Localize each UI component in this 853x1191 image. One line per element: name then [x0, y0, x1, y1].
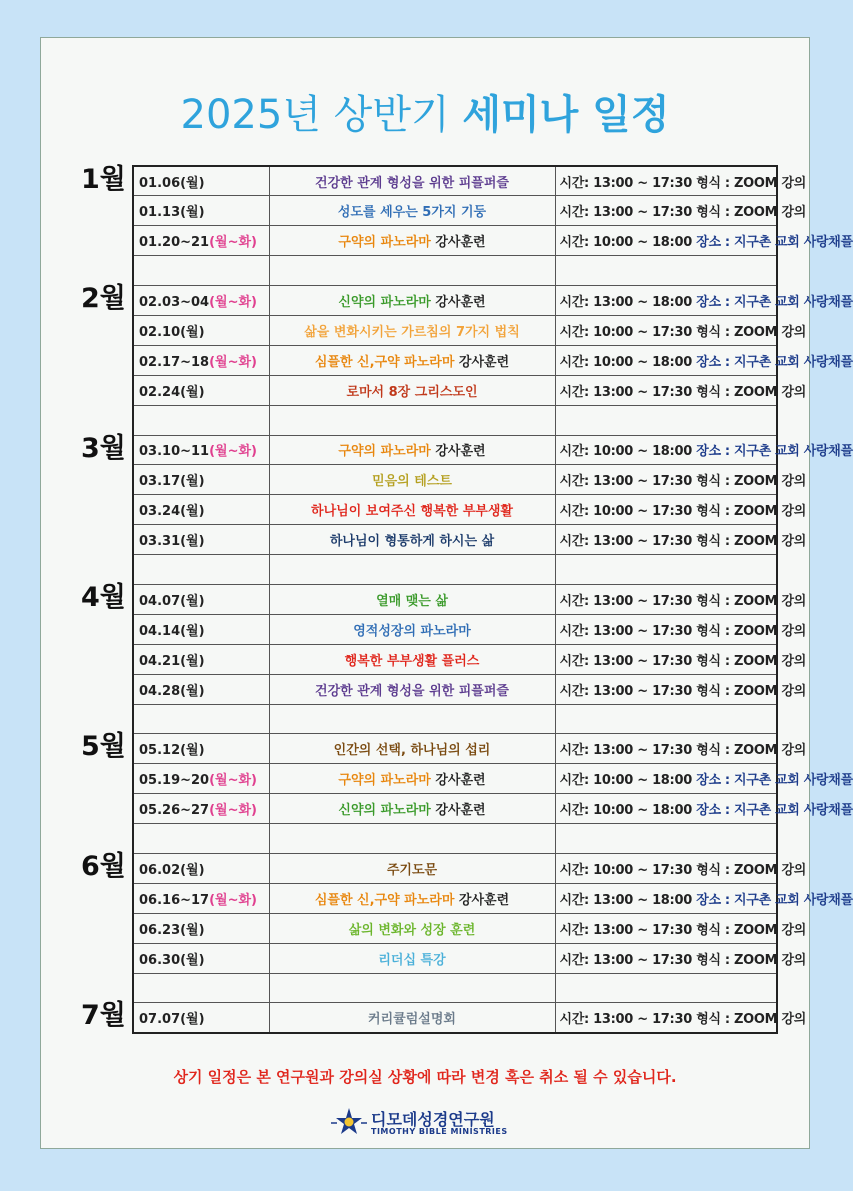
seminar-title-segment: 강사훈련 [430, 773, 486, 789]
ministry-logo [331, 1106, 531, 1140]
schedule-table-body [133, 166, 853, 1033]
date-text: 02.10(월) [139, 324, 205, 340]
date-cell [133, 435, 269, 465]
time-text: 시간: 10:00 ~ 18:00 [559, 773, 692, 789]
seminar-title-segment: 강사훈련 [430, 295, 486, 310]
seminar-title-cell [269, 764, 555, 794]
date-cell [133, 644, 269, 674]
time-text: 시간: 13:00 ~ 17:30 [559, 952, 692, 968]
date-cell [133, 674, 269, 704]
format-text: 형식 : ZOOM 강의 [696, 205, 807, 221]
time-format-cell [555, 734, 807, 764]
seminar-title-segment: 강사훈련 [430, 235, 486, 251]
venue-text: 장소 : 지구촌 교회 사랑채플 [696, 235, 853, 251]
date-cell [133, 555, 269, 585]
seminar-title-cell [269, 973, 555, 1003]
time-format-cell [555, 435, 853, 465]
seminar-title-segment: 구약의 파노라마 [338, 444, 431, 460]
seminar-title-segment: 구약의 파노라마 [338, 773, 431, 789]
date-cell [133, 853, 269, 883]
time-text: 시간: 10:00 ~ 18:00 [559, 354, 692, 370]
date-cell [133, 794, 269, 824]
seminar-title-segment: 영적성장의 파노라마 [353, 623, 471, 639]
format-text: 형식 : ZOOM 강의 [696, 534, 807, 550]
schedule-row [133, 196, 777, 226]
time-format-cell [555, 584, 807, 614]
date-text: 06.02(월) [139, 862, 205, 878]
time-format-cell [555, 226, 853, 256]
schedule-sheet [40, 37, 853, 1149]
schedule-row [133, 495, 777, 525]
time-text: 시간: 10:00 ~ 17:30 [559, 862, 692, 878]
date-cell [133, 584, 269, 614]
seminar-title-cell [269, 913, 555, 943]
spacer-row [133, 256, 777, 286]
date-cell [133, 734, 269, 764]
title-bold: 세미나 일정 [462, 92, 670, 138]
schedule-row [133, 315, 777, 345]
schedule-row [133, 1003, 777, 1033]
time-text: 시간: 13:00 ~ 17:30 [559, 593, 692, 609]
schedule-table [132, 165, 853, 1034]
seminar-title-segment: 강사훈련 [430, 803, 486, 819]
format-text: 형식 : ZOOM 강의 [696, 952, 807, 968]
logo-english-name: TIMOTHY BIBLE MINISTRIES [371, 1127, 508, 1136]
schedule-row [133, 614, 777, 644]
date-cell [133, 256, 269, 286]
venue-text: 장소 : 지구촌 교회 사랑채플 [696, 803, 853, 819]
logo-korean-name: 디모데성경연구원 [371, 1110, 495, 1129]
month-label-jul: 7월 [81, 1000, 126, 1031]
date-cell [133, 764, 269, 794]
seminar-title-cell [269, 375, 555, 405]
seminar-title-cell [269, 734, 555, 764]
seminar-title-segment: 삶의 변화와 성장 훈련 [348, 922, 476, 938]
date-cell [133, 1003, 269, 1033]
time-format-cell [555, 405, 777, 435]
date-weekday-range: (월~화) [209, 803, 258, 819]
schedule-row [133, 674, 777, 704]
venue-text: 장소 : 지구촌 교회 사랑채플 [696, 354, 853, 370]
time-text: 시간: 13:00 ~ 17:30 [559, 623, 692, 639]
seminar-title-segment: 성도를 세우는 5가지 기둥 [337, 205, 487, 221]
schedule-row [133, 584, 777, 614]
date-text: 04.14(월) [139, 623, 205, 639]
time-text: 시간: 13:00 ~ 18:00 [559, 295, 692, 310]
time-format-cell [555, 495, 807, 525]
notice-text: 상기 일정은 본 연구원과 강의실 상황에 따라 변경 혹은 취소 될 수 있습니다. [173, 1068, 677, 1086]
seminar-title-cell [269, 644, 555, 674]
spacer-row [133, 704, 777, 734]
title-light: 2025년 상반기 [180, 92, 463, 138]
seminar-title-cell [269, 465, 555, 495]
seminar-title-segment: 삶을 변화시키는 가르침의 7가지 법칙 [304, 324, 520, 340]
seminar-title-cell [269, 166, 555, 196]
format-text: 형식 : ZOOM 강의 [696, 683, 807, 699]
date-text: 03.31(월) [139, 534, 205, 550]
date-text: 05.26~27 [139, 803, 210, 819]
time-format-cell [555, 674, 807, 704]
venue-text: 장소 : 지구촌 교회 사랑채플 [696, 444, 853, 460]
date-cell [133, 465, 269, 495]
schedule-row [133, 465, 777, 495]
seminar-title-cell [269, 614, 555, 644]
time-format-cell [555, 853, 807, 883]
seminar-title-cell [269, 704, 555, 734]
venue-text: 장소 : 지구촌 교회 사랑채플 [696, 892, 853, 908]
time-format-cell [555, 883, 853, 913]
date-text: 04.21(월) [139, 653, 205, 669]
time-format-cell [555, 465, 807, 495]
format-text: 형식 : ZOOM 강의 [696, 653, 807, 669]
schedule-row [133, 345, 777, 375]
format-text: 형식 : ZOOM 강의 [696, 324, 807, 340]
time-text: 시간: 13:00 ~ 17:30 [559, 922, 692, 938]
format-text: 형식 : ZOOM 강의 [696, 922, 807, 938]
time-text: 시간: 13:00 ~ 17:30 [559, 534, 692, 550]
seminar-title-segment: 리더십 특강 [378, 952, 446, 968]
seminar-title-segment: 열매 맺는 삶 [376, 593, 448, 609]
date-text: 04.28(월) [139, 683, 205, 699]
date-cell [133, 943, 269, 973]
seminar-title-segment: 커리큘럼설명회 [368, 1012, 456, 1028]
date-cell [133, 405, 269, 435]
seminar-title-cell [269, 196, 555, 226]
seminar-title-segment: 하나님이 형통하게 하시는 삶 [329, 534, 495, 550]
month-label-jun: 6월 [81, 851, 126, 882]
seminar-title-cell [269, 555, 555, 585]
schedule-row [133, 764, 777, 794]
time-format-cell [555, 166, 807, 196]
seminar-title-segment: 심플한 신,구약 파노라마 [314, 354, 455, 370]
spacer-row [133, 555, 777, 585]
month-label-feb: 2월 [81, 283, 126, 314]
schedule-row [133, 226, 777, 256]
time-text: 시간: 13:00 ~ 17:30 [559, 384, 692, 400]
page-title [41, 90, 809, 140]
seminar-title-segment: 심플한 신,구약 파노라마 [314, 892, 455, 908]
date-weekday-range: (월~화) [209, 773, 258, 789]
seminar-title-cell [269, 525, 555, 555]
format-text: 형식 : ZOOM 강의 [696, 593, 807, 609]
seminar-title-cell [269, 435, 555, 465]
schedule-row [133, 794, 777, 824]
time-text: 시간: 13:00 ~ 17:30 [559, 653, 692, 669]
seminar-title-segment: 하나님이 보여주신 행복한 부부생활 [311, 504, 513, 520]
time-format-cell [555, 764, 853, 794]
time-format-cell [555, 973, 777, 1003]
seminar-title-cell [269, 405, 555, 435]
date-cell [133, 704, 269, 734]
format-text: 형식 : ZOOM 강의 [696, 474, 807, 490]
time-text: 시간: 10:00 ~ 17:30 [559, 324, 692, 340]
date-text: 03.17(월) [139, 474, 205, 490]
time-text: 시간: 13:00 ~ 17:30 [559, 743, 692, 759]
month-label-mar: 3월 [81, 433, 126, 464]
date-cell [133, 495, 269, 525]
venue-text: 장소 : 지구촌 교회 사랑채플 [696, 773, 853, 789]
time-format-cell [555, 704, 777, 734]
seminar-title-cell [269, 495, 555, 525]
seminar-title-cell [269, 315, 555, 345]
format-text: 형식 : ZOOM 강의 [696, 175, 807, 191]
time-format-cell [555, 824, 777, 854]
time-format-cell [555, 614, 807, 644]
star-globe-icon [331, 1106, 367, 1140]
schedule-row [133, 435, 777, 465]
seminar-title-cell [269, 824, 555, 854]
schedule-row [133, 943, 777, 973]
schedule-row [133, 166, 777, 196]
time-format-cell [555, 525, 807, 555]
time-format-cell [555, 794, 853, 824]
date-cell [133, 824, 269, 854]
seminar-title-cell [269, 853, 555, 883]
date-cell [133, 196, 269, 226]
seminar-title-segment: 행복한 부부생활 플러스 [344, 653, 480, 669]
time-format-cell [555, 943, 807, 973]
spacer-row [133, 405, 777, 435]
date-weekday-range: (월~화) [209, 235, 258, 251]
format-text: 형식 : ZOOM 강의 [696, 504, 807, 520]
month-label-apr: 4월 [81, 582, 126, 613]
format-text: 형식 : ZOOM 강의 [696, 1012, 807, 1028]
date-text: 06.23(월) [139, 922, 205, 938]
schedule-row [133, 644, 777, 674]
date-text: 03.10~11 [139, 444, 210, 460]
date-cell [133, 973, 269, 1003]
date-cell [133, 166, 269, 196]
seminar-title-segment: 로마서 8장 그리스도인 [346, 384, 478, 400]
seminar-title-segment: 믿음의 테스트 [372, 474, 452, 490]
date-text: 01.06(월) [139, 175, 205, 191]
time-format-cell [555, 555, 777, 585]
time-format-cell [555, 913, 807, 943]
seminar-title-segment: 강사훈련 [430, 444, 486, 460]
time-format-cell [555, 196, 807, 226]
schedule-row [133, 853, 777, 883]
seminar-title-cell [269, 226, 555, 256]
time-format-cell [555, 315, 807, 345]
date-text: 06.16~17 [139, 892, 210, 908]
format-text: 형식 : ZOOM 강의 [696, 862, 807, 878]
seminar-title-segment: 신약의 파노라마 [338, 803, 431, 819]
time-text: 시간: 10:00 ~ 17:30 [559, 504, 692, 520]
schedule-row [133, 913, 777, 943]
time-format-cell [555, 1003, 807, 1033]
spacer-row [133, 824, 777, 854]
date-cell [133, 226, 269, 256]
date-cell [133, 883, 269, 913]
spacer-row [133, 973, 777, 1003]
seminar-title-cell [269, 286, 555, 316]
date-cell [133, 614, 269, 644]
seminar-title-segment: 건강한 관계 형성을 위한 피플퍼즐 [315, 683, 509, 699]
time-format-cell [555, 286, 853, 316]
date-weekday-range: (월~화) [209, 295, 258, 310]
time-format-cell [555, 256, 777, 286]
time-text: 시간: 10:00 ~ 18:00 [559, 444, 692, 460]
seminar-title-segment: 구약의 파노라마 [338, 235, 431, 251]
date-cell [133, 345, 269, 375]
date-text: 05.12(월) [139, 743, 205, 759]
date-text: 03.24(월) [139, 504, 205, 520]
seminar-title-segment: 주기도문 [386, 862, 438, 878]
venue-text: 장소 : 지구촌 교회 사랑채플 [696, 295, 853, 310]
date-text: 04.07(월) [139, 593, 205, 609]
seminar-title-cell [269, 345, 555, 375]
seminar-title-cell [269, 256, 555, 286]
schedule-row [133, 883, 777, 913]
date-weekday-range: (월~화) [209, 354, 258, 370]
seminar-title-segment: 강사훈련 [454, 892, 510, 908]
time-format-cell [555, 345, 853, 375]
date-text: 07.07(월) [139, 1012, 205, 1028]
date-text: 01.13(월) [139, 205, 205, 221]
seminar-title-cell [269, 794, 555, 824]
date-text: 02.17~18 [139, 354, 210, 370]
schedule-row [133, 286, 777, 316]
seminar-title-cell [269, 1003, 555, 1033]
seminar-title-cell [269, 584, 555, 614]
format-text: 형식 : ZOOM 강의 [696, 384, 807, 400]
format-text: 형식 : ZOOM 강의 [696, 743, 807, 759]
schedule-row [133, 525, 777, 555]
time-text: 시간: 10:00 ~ 18:00 [559, 803, 692, 819]
schedule-row [133, 734, 777, 764]
time-text: 시간: 13:00 ~ 17:30 [559, 474, 692, 490]
date-cell [133, 525, 269, 555]
time-format-cell [555, 644, 807, 674]
time-text: 시간: 13:00 ~ 17:30 [559, 205, 692, 221]
date-cell [133, 286, 269, 316]
month-label-may: 5월 [81, 731, 126, 762]
schedule-row [133, 375, 777, 405]
seminar-title-segment: 인간의 선택, 하나님의 섭리 [333, 743, 491, 759]
date-text: 01.20~21 [139, 235, 210, 251]
time-text: 시간: 13:00 ~ 18:00 [559, 892, 692, 908]
seminar-title-cell [269, 943, 555, 973]
time-text: 시간: 13:00 ~ 17:30 [559, 175, 692, 191]
date-cell [133, 375, 269, 405]
time-text: 시간: 10:00 ~ 18:00 [559, 235, 692, 251]
date-weekday-range: (월~화) [209, 444, 258, 460]
time-text: 시간: 13:00 ~ 17:30 [559, 1012, 692, 1028]
date-text: 05.19~20 [139, 773, 210, 789]
time-text: 시간: 13:00 ~ 17:30 [559, 683, 692, 699]
seminar-title-segment: 강사훈련 [454, 354, 510, 370]
date-weekday-range: (월~화) [209, 892, 258, 908]
seminar-title-segment: 건강한 관계 형성을 위한 피플퍼즐 [315, 175, 509, 191]
date-text: 02.24(월) [139, 384, 205, 400]
format-text: 형식 : ZOOM 강의 [696, 623, 807, 639]
month-label-jan: 1월 [81, 164, 126, 195]
time-format-cell [555, 375, 807, 405]
seminar-title-cell [269, 674, 555, 704]
date-text: 02.03~04 [139, 295, 210, 310]
date-cell [133, 913, 269, 943]
date-cell [133, 315, 269, 345]
seminar-title-segment: 신약의 파노라마 [338, 295, 431, 310]
date-text: 06.30(월) [139, 952, 205, 968]
seminar-title-cell [269, 883, 555, 913]
